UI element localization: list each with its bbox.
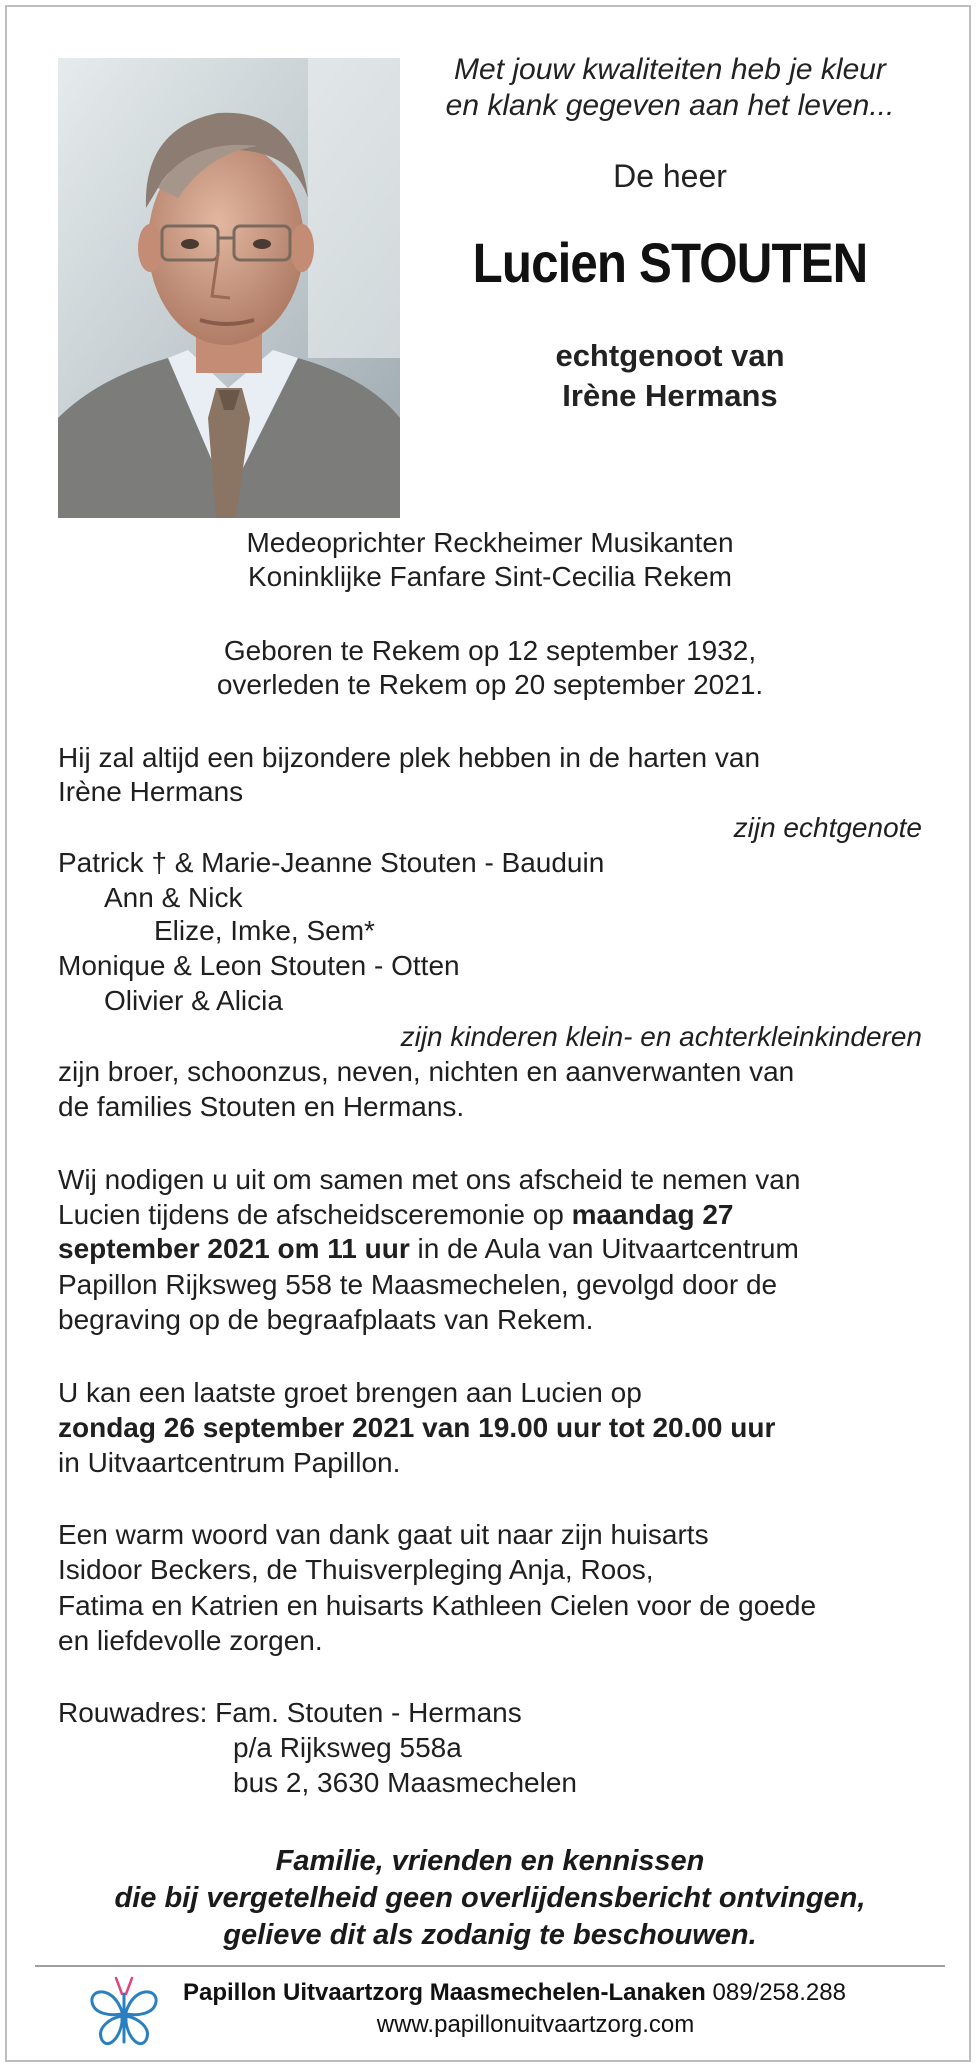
spouse-line: echtgenoot van xyxy=(555,338,785,373)
birth-date-line: Geboren te Rekem op 12 september 1932, xyxy=(223,635,757,666)
family-member: Elize, Imke, Sem* xyxy=(154,915,375,946)
closing-line: Familie, vrienden en kennissen xyxy=(275,1845,705,1877)
address-line: Rouwadres: Fam. Stouten - Hermans xyxy=(58,1697,522,1728)
address-line: p/a Rijksweg 558a xyxy=(233,1732,462,1763)
funeral-home-website[interactable]: www.papillonuitvaartzorg.com xyxy=(376,2011,695,2038)
ceremony-text: Lucien tijdens de afscheidsceremonie op xyxy=(58,1199,572,1230)
family-member: Olivier & Alicia xyxy=(104,985,283,1016)
family-member: Ann & Nick xyxy=(104,882,243,913)
family-intro: Irène Hermans xyxy=(58,776,244,807)
quote-line: en klank gegeven aan het leven... xyxy=(445,89,895,122)
family-member: Patrick † & Marie-Jeanne Stouten - Bauduin xyxy=(58,847,605,878)
spouse-line: Irène Hermans xyxy=(562,378,778,413)
ceremony-line: begraving op de begraafplaats van Rekem. xyxy=(58,1304,594,1335)
ceremony-text: in de Aula van Uitvaartcentrum xyxy=(409,1233,799,1264)
funeral-home-phone: 089/258.288 xyxy=(712,1979,846,2006)
children-label: zijn kinderen klein- en achterkleinkinderen xyxy=(400,1021,922,1052)
footer-divider xyxy=(35,1965,945,1967)
role-line: Medeoprichter Reckheimer Musikanten xyxy=(246,527,734,558)
visitation-datetime: zondag 26 september 2021 van 19.00 uur tot 20.00 uur xyxy=(58,1412,776,1443)
role-line: Koninklijke Fanfare Sint-Cecilia Rekem xyxy=(248,561,732,592)
ceremony-date: maandag 27 xyxy=(571,1199,734,1230)
family-member: Monique & Leon Stouten - Otten xyxy=(58,950,460,981)
death-date-line: overleden te Rekem op 20 september 2021. xyxy=(216,669,764,700)
relatives-line: de families Stouten en Hermans. xyxy=(58,1091,465,1122)
ceremony-line xyxy=(58,1198,734,1232)
visitation-line: U kan een laatste groet brengen aan Lucien op xyxy=(58,1377,642,1408)
relatives-line: zijn broer, schoonzus, neven, nichten en aanverwanten van xyxy=(58,1056,795,1087)
thanks-line: en liefdevolle zorgen. xyxy=(58,1625,323,1656)
thanks-line: Fatima en Katrien en huisarts Kathleen Cielen voor de goede xyxy=(58,1590,817,1621)
ceremony-line: Papillon Rijksweg 558 te Maasmechelen, gevolgd door de xyxy=(58,1269,778,1300)
ceremony-line xyxy=(58,1232,799,1266)
butterfly-logo-icon xyxy=(84,1972,164,2052)
closing-line: gelieve dit als zodanig te beschouwen. xyxy=(223,1919,757,1951)
address-line: bus 2, 3630 Maasmechelen xyxy=(233,1767,577,1798)
portrait-photo xyxy=(58,58,400,518)
visitation-line: in Uitvaartcentrum Papillon. xyxy=(58,1447,401,1478)
funeral-home-name: Papillon Uitvaartzorg Maasmechelen-Lanaken xyxy=(183,1979,706,2006)
ceremony-line: Wij nodigen u uit om samen met ons afscheid te nemen van xyxy=(58,1164,801,1195)
funeral-home-info xyxy=(183,1978,846,2008)
closing-line: die bij vergetelheid geen overlijdensbericht ontvingen, xyxy=(114,1882,866,1914)
closing-statement xyxy=(58,1843,922,1954)
spouse-label: zijn echtgenote xyxy=(733,812,922,843)
deceased-name: Lucien STOUTEN xyxy=(472,231,868,294)
ceremony-date: september 2021 om 11 uur xyxy=(58,1233,410,1264)
quote xyxy=(415,52,925,124)
quote-line: Met jouw kwaliteiten heb je kleur xyxy=(454,53,886,86)
family-intro: Hij zal altijd een bijzondere plek hebben in de harten van xyxy=(58,742,761,773)
spouse-block xyxy=(415,336,925,416)
portrait-illustration xyxy=(58,58,400,518)
thanks-line: Een warm woord van dank gaat uit naar zijn huisarts xyxy=(58,1519,709,1550)
honorific-title: De heer xyxy=(613,158,727,194)
thanks-line: Isidoor Beckers, de Thuisverpleging Anja, Roos, xyxy=(58,1554,654,1585)
